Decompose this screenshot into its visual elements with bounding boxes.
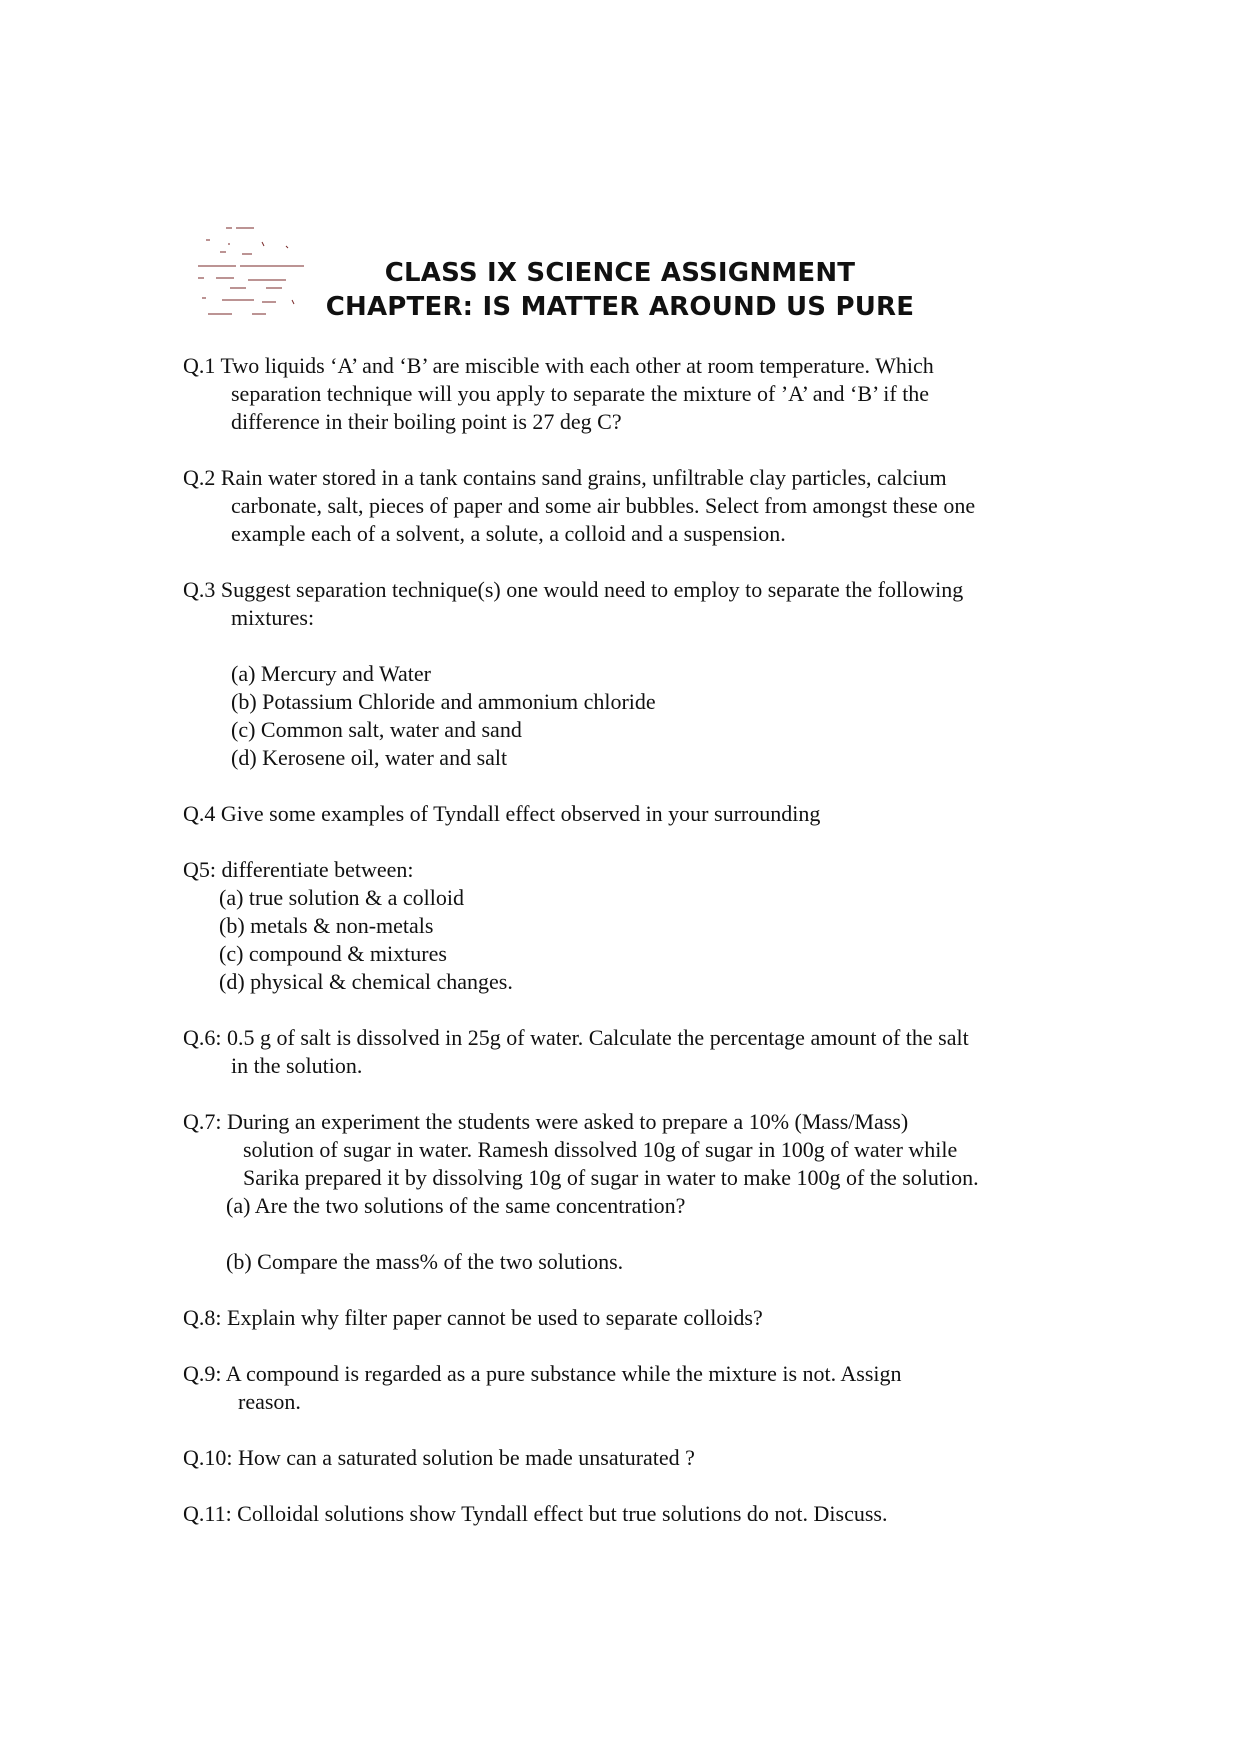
question-2: example each of a solvent, a solute, a colloid and a suspension. (231, 521, 786, 546)
question-1: Q.1 Two liquids ‘A’ and ‘B’ are miscible with each other at room temperature. Which (183, 353, 934, 378)
school-logo-icon (196, 222, 308, 322)
question-7: Q.7: During an experiment the students were asked to prepare a 10% (Mass/Mass) (183, 1109, 909, 1134)
question-11: Q.11: Colloidal solutions show Tyndall effect but true solutions do not. Discuss. (183, 1501, 888, 1526)
question-6: Q.6: 0.5 g of salt is dissolved in 25g of water. Calculate the percentage amount of the salt (183, 1025, 969, 1050)
question-6: in the solution. (231, 1053, 363, 1078)
question-7-part-a: (a) Are the two solutions of the same concentration? (226, 1193, 686, 1218)
question-5-option-b: (b) metals & non-metals (219, 913, 434, 938)
question-5-option-d: (d) physical & chemical changes. (219, 969, 513, 994)
question-3-option-c: (c) Common salt, water and sand (231, 717, 522, 742)
question-5-option-c: (c) compound & mixtures (219, 941, 447, 966)
question-10: Q.10: How can a saturated solution be made unsaturated ? (183, 1445, 695, 1470)
question-7: Sarika prepared it by dissolving 10g of sugar in water to make 100g of the solution. (243, 1165, 979, 1190)
chapter-title: CHAPTER: IS MATTER AROUND US PURE (325, 292, 915, 322)
question-1: difference in their boiling point is 27 deg C? (231, 409, 622, 434)
question-7-part-b: (b) Compare the mass% of the two solutions. (226, 1249, 624, 1274)
question-2: Q.2 Rain water stored in a tank contains sand grains, unfiltrable clay particles, calcium (183, 465, 947, 490)
question-3: mixtures: (231, 605, 315, 630)
question-8: Q.8: Explain why filter paper cannot be used to separate colloids? (183, 1305, 763, 1330)
question-5: Q5: differentiate between: (183, 857, 414, 882)
assignment-title: CLASS IX SCIENCE ASSIGNMENT (384, 258, 856, 288)
question-4: Q.4 Give some examples of Tyndall effect observed in your surrounding (183, 801, 821, 826)
question-3-option-a: (a) Mercury and Water (231, 661, 431, 686)
question-1: separation technique will you apply to separate the mixture of ’A’ and ‘B’ if the (231, 381, 930, 406)
question-2: carbonate, salt, pieces of paper and some air bubbles. Select from amongst these one (231, 493, 976, 518)
question-9: reason. (238, 1389, 301, 1414)
question-3-option-b: (b) Potassium Chloride and ammonium chloride (231, 689, 656, 714)
question-9: Q.9: A compound is regarded as a pure substance while the mixture is not. Assign (183, 1361, 902, 1386)
question-7: solution of sugar in water. Ramesh dissolved 10g of sugar in 100g of water while (243, 1137, 958, 1162)
question-3: Q.3 Suggest separation technique(s) one would need to employ to separate the following (183, 577, 964, 602)
question-3-option-d: (d) Kerosene oil, water and salt (231, 745, 508, 770)
question-5-option-a: (a) true solution & a colloid (219, 885, 464, 910)
